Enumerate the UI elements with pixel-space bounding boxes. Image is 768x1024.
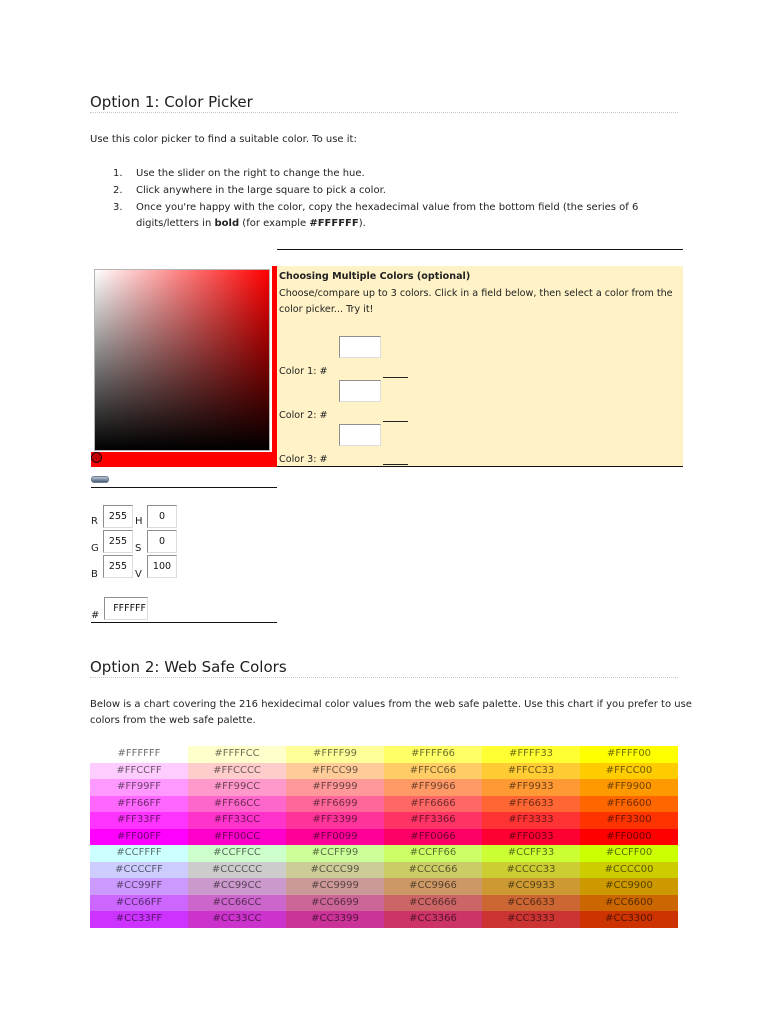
palette-cell: #FFCCFF — [90, 763, 188, 780]
palette-cell: #CC9933 — [482, 878, 580, 895]
color-1-input[interactable] — [339, 336, 381, 358]
v-input[interactable] — [147, 555, 177, 578]
palette-cell: #CCCCFF — [90, 862, 188, 879]
section-divider — [277, 249, 683, 250]
step-2-number: 2. — [113, 185, 123, 196]
step-2-text: Click anywhere in the large square to pick a color. — [136, 185, 386, 196]
palette-cell: #FFCC99 — [286, 763, 384, 780]
palette-cell: #FF99CC — [188, 779, 286, 796]
palette-cell: #CCFF00 — [580, 845, 678, 862]
step-1-number: 1. — [113, 168, 123, 179]
palette-cell: #FFCC66 — [384, 763, 482, 780]
palette-cell: #CCCC66 — [384, 862, 482, 879]
palette-cell: #FF66FF — [90, 796, 188, 813]
step-3-text-b: (for example — [239, 218, 310, 229]
palette-cell: #CC9999 — [286, 878, 384, 895]
palette-cell: #FF66CC — [188, 796, 286, 813]
web-safe-color-table — [90, 746, 678, 928]
step-3-text-c: ). — [358, 218, 366, 229]
palette-cell: #CC66FF — [90, 895, 188, 912]
h-label: H — [135, 516, 143, 527]
multiple-colors-title: Choosing Multiple Colors (optional) — [279, 271, 471, 282]
palette-cell: #FFFF66 — [384, 746, 482, 763]
palette-cell: #FF00FF — [90, 829, 188, 846]
palette-cell: #FF6699 — [286, 796, 384, 813]
picker-divider — [91, 487, 277, 488]
step-3-number: 3. — [113, 202, 123, 213]
palette-cell: #CCFF66 — [384, 845, 482, 862]
hex-input[interactable] — [104, 597, 148, 620]
multiple-colors-description: Choose/compare up to 3 colors. Click in a field below, then select a color from the color picker... Try it! — [279, 288, 673, 315]
v-label: V — [135, 569, 142, 580]
step-1-text: Use the slider on the right to change the hue. — [136, 168, 365, 179]
palette-cell: #FF0066 — [384, 829, 482, 846]
heading-divider-2 — [90, 677, 678, 678]
palette-cell: #FFFF99 — [286, 746, 384, 763]
palette-cell: #FFFFFF — [90, 746, 188, 763]
palette-cell: #FFCC00 — [580, 763, 678, 780]
slider-handle[interactable] — [91, 476, 109, 483]
b-input[interactable] — [103, 555, 133, 578]
palette-cell: #CC6600 — [580, 895, 678, 912]
palette-cell: #CC9966 — [384, 878, 482, 895]
palette-cell: #CC99CC — [188, 878, 286, 895]
option1-intro: Use this color picker to find a suitable color. To use it: — [90, 134, 357, 145]
palette-cell: #FF6600 — [580, 796, 678, 813]
palette-cell: #FF33CC — [188, 812, 286, 829]
palette-cell: #CC6666 — [384, 895, 482, 912]
color-2-input[interactable] — [339, 380, 381, 402]
palette-cell: #CC66CC — [188, 895, 286, 912]
color-2-swatch — [383, 421, 408, 422]
palette-cell: #CC6699 — [286, 895, 384, 912]
palette-cell: #FF33FF — [90, 812, 188, 829]
palette-cell: #FFFFCC — [188, 746, 286, 763]
color-1-label: Color 1: # — [279, 366, 328, 377]
palette-cell: #CCFFCC — [188, 845, 286, 862]
palette-cell: #FF0033 — [482, 829, 580, 846]
option2-description: Below is a chart covering the 216 hexidecimal color values from the web safe palette. Use this chart if you prefer to use colors from the web safe palette. — [90, 699, 692, 726]
step-3-bold-a: bold — [214, 218, 240, 229]
step-3-text-a: Once you're happy with the color, copy the hexadecimal value from the bottom field (the series of 6 digits/letters in — [136, 202, 639, 229]
palette-cell: #FFFF33 — [482, 746, 580, 763]
color-3-input[interactable] — [339, 424, 381, 446]
step-3-bold-b: #FFFFFF — [309, 218, 359, 229]
palette-cell: #FF6666 — [384, 796, 482, 813]
palette-cell: #CC99FF — [90, 878, 188, 895]
palette-cell: #CCFF33 — [482, 845, 580, 862]
palette-cell: #FF9933 — [482, 779, 580, 796]
palette-cell: #CCCC00 — [580, 862, 678, 879]
palette-cell: #FF9966 — [384, 779, 482, 796]
palette-cell: #FFCCCC — [188, 763, 286, 780]
palette-cell: #FF3333 — [482, 812, 580, 829]
palette-cell: #CCFF99 — [286, 845, 384, 862]
color-3-label: Color 3: # — [279, 454, 328, 465]
palette-cell: #FF9999 — [286, 779, 384, 796]
palette-cell: #CC9900 — [580, 878, 678, 895]
palette-cell: #FF6633 — [482, 796, 580, 813]
step-3-text — [136, 200, 686, 232]
palette-cell: #CC3366 — [384, 911, 482, 928]
palette-cell: #FF00CC — [188, 829, 286, 846]
palette-cell: #FF0000 — [580, 829, 678, 846]
r-label: R — [91, 516, 98, 527]
b-label: B — [91, 569, 98, 580]
option1-heading: Option 1: Color Picker — [90, 93, 253, 111]
hex-label: # — [91, 610, 100, 621]
palette-cell: #CC33FF — [90, 911, 188, 928]
palette-cell: #CCFFFF — [90, 845, 188, 862]
option2-heading: Option 2: Web Safe Colors — [90, 658, 287, 676]
palette-cell: #CC33CC — [188, 911, 286, 928]
palette-cell: #CCCC33 — [482, 862, 580, 879]
palette-cell: #CCCC99 — [286, 862, 384, 879]
palette-cell: #FFCC33 — [482, 763, 580, 780]
palette-cell: #CC3399 — [286, 911, 384, 928]
color-1-swatch — [383, 377, 408, 378]
g-input[interactable] — [103, 530, 133, 553]
palette-cell: #FFFF00 — [580, 746, 678, 763]
heading-divider — [90, 112, 678, 113]
s-label: S — [135, 543, 142, 554]
palette-cell: #FF0099 — [286, 829, 384, 846]
palette-cell: #FF3399 — [286, 812, 384, 829]
palette-cell: #FF99FF — [90, 779, 188, 796]
color-3-swatch — [383, 464, 408, 465]
picker-bottom-divider — [91, 622, 277, 623]
palette-cell: #CC6633 — [482, 895, 580, 912]
palette-cell: #FF3366 — [384, 812, 482, 829]
palette-cell: #CC3300 — [580, 911, 678, 928]
palette-cell: #CCCCCC — [188, 862, 286, 879]
color-2-label: Color 2: # — [279, 410, 328, 421]
color-marker[interactable] — [91, 452, 102, 463]
h-input[interactable] — [147, 505, 177, 528]
palette-cell: #FF3300 — [580, 812, 678, 829]
color-preview-swatch — [91, 452, 277, 467]
s-input[interactable] — [147, 530, 177, 553]
palette-cell: #FF9900 — [580, 779, 678, 796]
saturation-value-square[interactable] — [94, 269, 270, 451]
palette-cell: #CC3333 — [482, 911, 580, 928]
g-label: G — [91, 543, 99, 554]
r-input[interactable] — [103, 505, 133, 528]
